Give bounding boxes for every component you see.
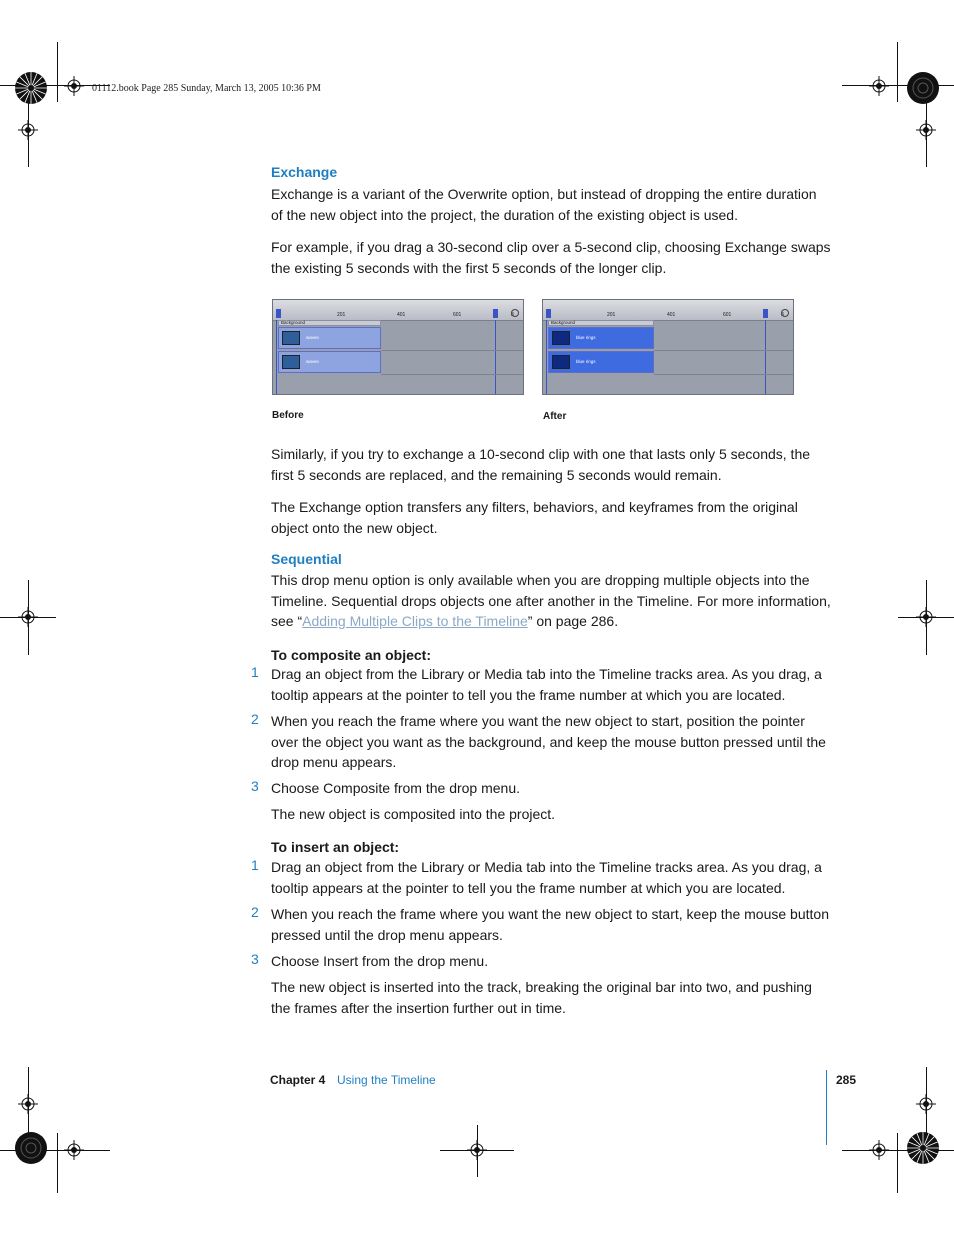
- step-text: Choose Insert from the drop menu.: [271, 953, 489, 969]
- step-result: The new object is inserted into the track, breaking the original bar into two, and pushing the frames after the insertion further out in time.: [271, 979, 812, 1016]
- heading-insert-procedure: To insert an object:: [271, 839, 400, 855]
- print-slug: 01112.book Page 285 Sunday, March 13, 2005 10:36 PM: [92, 83, 321, 94]
- footer-rule: [826, 1070, 827, 1145]
- registration-mark-icon: [869, 1140, 889, 1160]
- timeline-screenshot-after: [542, 299, 794, 395]
- sequential-paragraph: [271, 570, 831, 632]
- step-number: 1: [251, 857, 259, 873]
- ruler-tick-label: 8: [781, 312, 784, 318]
- timeline-ruler: [543, 300, 793, 321]
- registration-mark-icon: [18, 120, 38, 140]
- step-number: 3: [251, 778, 259, 794]
- track-label: waves: [306, 335, 319, 340]
- zoom-icon: [511, 309, 519, 317]
- ruler-tick-label: 401: [397, 312, 406, 318]
- ruler-tick-label: 601: [453, 312, 462, 318]
- step-text: Drag an object from the Library or Media tab into the Timeline tracks area. As you drag, a tooltip appears at the pointer to tell you the frame number at which you are located.: [271, 859, 822, 896]
- timeline-screenshot-before: [272, 299, 524, 395]
- track-divider: [381, 350, 523, 351]
- track-bar: [278, 351, 381, 373]
- heading-composite-procedure: To composite an object:: [271, 647, 431, 663]
- timeline-ruler: [273, 300, 523, 321]
- step-text: Choose Composite from the drop menu.: [271, 780, 521, 796]
- step-result: The new object is composited into the project.: [271, 806, 556, 822]
- registration-mark-icon: [18, 607, 38, 627]
- ruler-tick-label: 601: [723, 312, 732, 318]
- registration-mark-icon: [916, 607, 936, 627]
- sequential-text: ” on page 286.: [527, 613, 619, 629]
- group-bar: [278, 320, 381, 326]
- step-number: 3: [251, 951, 259, 967]
- ruler-tick-label: 8: [511, 312, 514, 318]
- in-point-line: [276, 320, 277, 395]
- caption-before: Before: [272, 410, 304, 421]
- starburst-target-icon: [14, 71, 48, 105]
- heading-exchange: Exchange: [271, 164, 338, 180]
- in-point-line: [546, 320, 547, 395]
- track-label: waves: [306, 359, 319, 364]
- page-number: 285: [836, 1073, 857, 1087]
- step-text: When you reach the frame where you want the new object to start, keep the mouse button pressed until the drop menu appears.: [271, 906, 829, 943]
- ruler-tick-label: 401: [667, 312, 676, 318]
- out-point-line: [495, 320, 496, 395]
- clip-thumbnail: [552, 331, 570, 345]
- step-text: When you reach the frame where you want the new object to start, position the pointer over the object you want as the background, and keep the mouse button pressed until the drop menu appears.: [271, 713, 826, 770]
- registration-mark-icon: [467, 1140, 487, 1160]
- track-bar: [548, 351, 654, 373]
- starburst-target-icon: [906, 71, 940, 105]
- out-point-line: [765, 320, 766, 395]
- registration-mark-icon: [869, 76, 889, 96]
- registration-mark-icon: [18, 1094, 38, 1114]
- track-divider: [381, 374, 523, 375]
- step-number: 1: [251, 664, 259, 680]
- ruler-tick-label: 201: [337, 312, 346, 318]
- exchange-paragraph-4: The Exchange option transfers any filters, behaviors, and keyframes from the original object onto the new object.: [271, 499, 798, 536]
- clip-thumbnail: [552, 355, 570, 369]
- group-label: Background: [281, 320, 306, 325]
- track-label: blue rings: [576, 335, 596, 340]
- heading-sequential: Sequential: [271, 551, 342, 567]
- registration-mark-icon: [916, 120, 936, 140]
- footer-chapter: Chapter 4: [270, 1073, 326, 1087]
- sequential-text: This drop menu option is only available when you are dropping multiple objects into the Timeline. Sequential drops objects one after another in the Timeline. For more information, see “: [271, 572, 831, 629]
- clip-thumbnail: [282, 355, 300, 369]
- track-label: blue rings: [576, 359, 596, 364]
- registration-mark-icon: [64, 76, 84, 96]
- starburst-target-icon: [14, 1131, 48, 1165]
- ruler-tick-label: 201: [607, 312, 616, 318]
- track-divider: [654, 374, 793, 375]
- zoom-icon: [781, 309, 789, 317]
- caption-after: After: [543, 411, 567, 422]
- out-point-marker-icon: [763, 309, 768, 318]
- registration-mark-icon: [64, 1140, 84, 1160]
- step-text: Drag an object from the Library or Media tab into the Timeline tracks area. As you drag, a tooltip appears at the pointer to tell you the frame number at which you are located.: [271, 666, 822, 703]
- in-point-marker-icon: [276, 309, 281, 318]
- step-number: 2: [251, 711, 259, 727]
- in-point-marker-icon: [546, 309, 551, 318]
- exchange-paragraph-2: For example, if you drag a 30-second clip over a 5-second clip, choosing Exchange swaps the existing 5 seconds with the first 5 seconds of the longer clip.: [271, 239, 831, 276]
- group-label: Background: [551, 320, 576, 325]
- cross-reference-link[interactable]: Adding Multiple Clips to the Timeline: [302, 613, 528, 629]
- track-bar: [548, 327, 654, 349]
- exchange-paragraph-1: Exchange is a variant of the Overwrite option, but instead of dropping the entire duration of the new object into the project, the duration of the existing object is used.: [271, 186, 817, 223]
- clip-thumbnail: [282, 331, 300, 345]
- starburst-target-icon: [906, 1131, 940, 1165]
- track-bar: [278, 327, 381, 349]
- registration-mark-icon: [916, 1094, 936, 1114]
- step-number: 2: [251, 904, 259, 920]
- exchange-paragraph-3: Similarly, if you try to exchange a 10-second clip with one that lasts only 5 seconds, the first 5 seconds are replaced, and the remaining 5 seconds would remain.: [271, 446, 811, 483]
- out-point-marker-icon: [493, 309, 498, 318]
- footer-chapter-title[interactable]: Using the Timeline: [337, 1073, 436, 1087]
- group-bar: [548, 320, 654, 326]
- track-divider: [654, 350, 793, 351]
